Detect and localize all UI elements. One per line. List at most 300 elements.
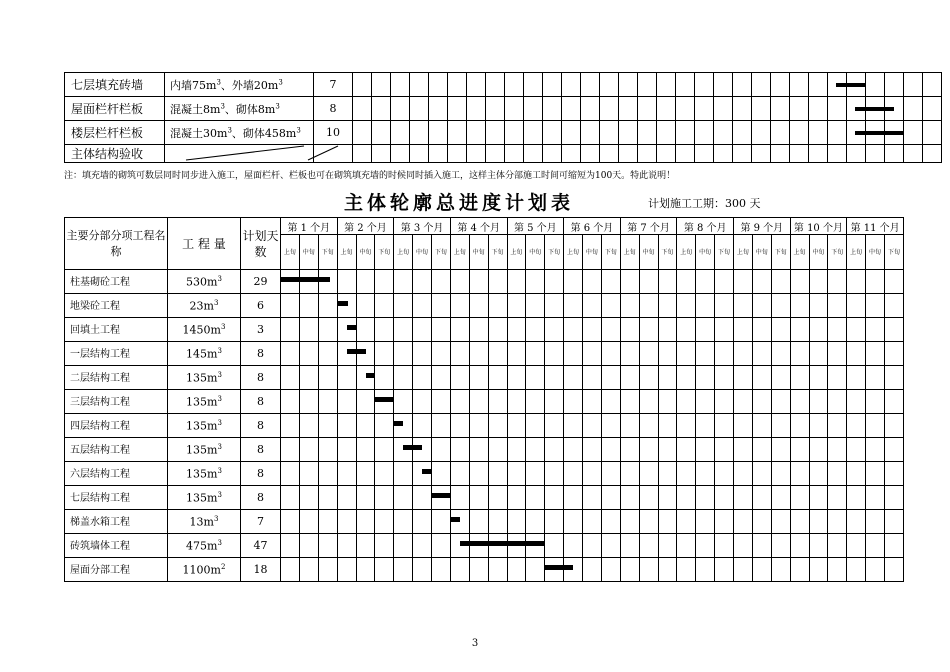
grid-cell (562, 73, 581, 97)
grid-cell (375, 510, 394, 534)
item-days: 7 (241, 510, 281, 534)
grid-cell (583, 390, 602, 414)
grid-cell (620, 318, 639, 342)
grid-cell (469, 414, 488, 438)
grid-cell (432, 462, 451, 486)
grid-cell (526, 486, 545, 510)
grid-cell (469, 534, 488, 558)
item-quantity: $1450m^3$ (168, 318, 241, 342)
grid-cell (676, 121, 695, 145)
grid-cell (526, 390, 545, 414)
grid-cell (450, 294, 469, 318)
grid-cell (391, 73, 410, 97)
grid-cell (600, 145, 619, 163)
grid-cell (562, 145, 581, 163)
grid-cell (448, 73, 467, 97)
grid-cell (564, 558, 583, 582)
grid-cell (394, 270, 413, 294)
period-header: 下旬 (885, 235, 904, 270)
item-days: 8 (314, 97, 353, 121)
grid-cell (733, 73, 752, 97)
grid-cell (771, 534, 790, 558)
grid-cell (545, 294, 564, 318)
grid-cell (828, 342, 847, 366)
grid-cell (488, 414, 507, 438)
grid-cell (581, 121, 600, 145)
item-name: 六层结构工程 (65, 462, 168, 486)
schedule-row (65, 294, 904, 318)
grid-cell (885, 414, 904, 438)
item-quantity: $135m^3$ (168, 438, 241, 462)
grid-cell (752, 534, 771, 558)
grid-cell (677, 342, 696, 366)
grid-cell (450, 390, 469, 414)
month-header: 第 8 个月 (677, 218, 734, 235)
grid-cell (790, 366, 809, 390)
grid-cell (564, 342, 583, 366)
item-quantity: $1100m^2$ (168, 558, 241, 582)
grid-cell (356, 318, 375, 342)
grid-cell (356, 270, 375, 294)
grid-cell (714, 145, 733, 163)
grid-cell (638, 73, 657, 97)
grid-cell (507, 270, 526, 294)
grid-cell (432, 318, 451, 342)
grid-cell (432, 342, 451, 366)
grid-cell (715, 510, 734, 534)
grid-cell (620, 342, 639, 366)
grid-cell (771, 318, 790, 342)
grid-cell (790, 510, 809, 534)
grid-cell (657, 73, 676, 97)
grid-cell (657, 121, 676, 145)
planned-duration: 计划施工工期：300 天 (648, 197, 761, 210)
grid-cell (752, 270, 771, 294)
grid-cell (847, 462, 866, 486)
grid-cell (281, 510, 300, 534)
month-header: 第 9 个月 (734, 218, 791, 235)
grid-cell (488, 342, 507, 366)
gantt-bar (337, 301, 347, 306)
grid-cell (601, 438, 620, 462)
gantt-bar (855, 131, 904, 135)
grid-cell (847, 414, 866, 438)
grid-cell (318, 318, 337, 342)
grid-cell (828, 414, 847, 438)
grid-cell (526, 294, 545, 318)
grid-cell (847, 534, 866, 558)
grid-cell (583, 414, 602, 438)
item-name: 二层结构工程 (65, 366, 168, 390)
gantt-bar (394, 421, 403, 426)
item-days: 8 (241, 390, 281, 414)
grid-cell (600, 97, 619, 121)
grid-cell (752, 558, 771, 582)
grid-cell (372, 73, 391, 97)
grid-cell (847, 366, 866, 390)
grid-cell (885, 318, 904, 342)
grid-cell (866, 414, 885, 438)
grid-cell (507, 414, 526, 438)
grid-cell (809, 486, 828, 510)
grid-cell (356, 462, 375, 486)
item-days: 8 (241, 342, 281, 366)
grid-cell (885, 145, 904, 163)
grid-cell (469, 366, 488, 390)
grid-cell (790, 270, 809, 294)
grid-cell (467, 97, 486, 121)
grid-cell (488, 390, 507, 414)
grid-cell (375, 318, 394, 342)
grid-cell (375, 366, 394, 390)
grid-cell (676, 145, 695, 163)
grid-cell (639, 318, 658, 342)
grid-cell (809, 558, 828, 582)
grid-cell (581, 145, 600, 163)
grid-cell (885, 390, 904, 414)
grid-cell (809, 342, 828, 366)
grid-cell (337, 510, 356, 534)
item-name: 地梁砼工程 (65, 294, 168, 318)
grid-cell (394, 438, 413, 462)
grid-cell (450, 486, 469, 510)
grid-cell (733, 121, 752, 145)
grid-cell (543, 121, 562, 145)
grid-cell (771, 366, 790, 390)
grid-cell (318, 414, 337, 438)
month-header: 第 1 个月 (281, 218, 338, 235)
grid-cell (923, 121, 942, 145)
grid-cell (394, 294, 413, 318)
grid-cell (620, 390, 639, 414)
grid-cell (639, 342, 658, 366)
grid-cell (809, 390, 828, 414)
grid-cell (620, 414, 639, 438)
grid-cell (866, 438, 885, 462)
grid-cell (885, 534, 904, 558)
grid-cell (601, 414, 620, 438)
grid-cell (904, 73, 923, 97)
grid-cell (696, 318, 715, 342)
grid-cell (526, 534, 545, 558)
grid-cell (847, 145, 866, 163)
grid-cell (450, 510, 469, 534)
grid-cell (809, 73, 828, 97)
grid-cell (809, 97, 828, 121)
grid-cell (488, 558, 507, 582)
grid-cell (281, 558, 300, 582)
grid-cell (507, 462, 526, 486)
grid-cell (809, 121, 828, 145)
grid-cell (356, 414, 375, 438)
period-header: 中旬 (356, 235, 375, 270)
grid-cell (677, 534, 696, 558)
grid-cell (790, 534, 809, 558)
grid-cell (469, 558, 488, 582)
grid-cell (524, 73, 543, 97)
grid-cell (847, 270, 866, 294)
grid-cell (372, 121, 391, 145)
grid-cell (923, 73, 942, 97)
grid-cell (771, 342, 790, 366)
item-quantity: $530m^3$ (168, 270, 241, 294)
grid-cell (337, 558, 356, 582)
grid-cell (658, 486, 677, 510)
month-header: 第 3 个月 (394, 218, 451, 235)
grid-cell (619, 73, 638, 97)
grid-cell (771, 73, 790, 97)
grid-cell (696, 438, 715, 462)
header-item-name: 主要分部分项工程名称 (65, 218, 168, 270)
grid-cell (828, 558, 847, 582)
schedule-row (65, 534, 904, 558)
grid-cell (299, 510, 318, 534)
grid-cell (543, 145, 562, 163)
grid-cell (771, 438, 790, 462)
grid-cell (923, 145, 942, 163)
grid-cell (866, 558, 885, 582)
grid-cell (526, 366, 545, 390)
item-days: 8 (241, 486, 281, 510)
grid-cell (486, 97, 505, 121)
grid-cell (469, 270, 488, 294)
period-header: 上旬 (734, 235, 753, 270)
grid-cell (299, 558, 318, 582)
grid-cell (828, 145, 847, 163)
grid-cell (715, 270, 734, 294)
grid-cell (448, 97, 467, 121)
grid-cell (619, 121, 638, 145)
schedule-row (65, 558, 904, 582)
grid-cell (488, 462, 507, 486)
grid-cell (639, 462, 658, 486)
explanatory-note: 注：填充墙的砌筑可数层同时同步进入施工，屋面栏杆、栏板也可在砌筑填充墙的时候同时插入施工，这样主体分部施工时间可缩短为100天。特此说明！ (64, 171, 676, 181)
grid-cell (469, 486, 488, 510)
grid-cell (696, 558, 715, 582)
grid-cell (657, 97, 676, 121)
grid-cell (734, 510, 753, 534)
grid-cell (733, 97, 752, 121)
grid-cell (752, 390, 771, 414)
grid-cell (790, 390, 809, 414)
grid-cell (337, 342, 356, 366)
grid-cell (410, 121, 429, 145)
grid-cell (486, 145, 505, 163)
grid-cell (432, 534, 451, 558)
gantt-bar (347, 325, 356, 330)
item-quantity: 混凝土$30m^3$、砌体$458m^3$ (165, 121, 314, 145)
item-days: 47 (241, 534, 281, 558)
grid-cell (639, 558, 658, 582)
grid-cell (583, 294, 602, 318)
grid-cell (828, 534, 847, 558)
grid-cell (639, 438, 658, 462)
grid-cell (620, 558, 639, 582)
grid-cell (318, 390, 337, 414)
grid-cell (657, 145, 676, 163)
grid-cell (469, 510, 488, 534)
period-header: 上旬 (677, 235, 696, 270)
item-days: 7 (314, 73, 353, 97)
grid-cell (507, 534, 526, 558)
item-name: 梯盖水箱工程 (65, 510, 168, 534)
grid-cell (715, 294, 734, 318)
grid-cell (695, 97, 714, 121)
grid-cell (601, 462, 620, 486)
grid-cell (923, 97, 942, 121)
grid-cell (375, 390, 394, 414)
grid-cell (658, 318, 677, 342)
grid-cell (337, 438, 356, 462)
grid-cell (696, 294, 715, 318)
item-name: 七层填充砖墙 (65, 73, 165, 97)
page-number: 3 (471, 638, 479, 649)
grid-cell (695, 121, 714, 145)
grid-cell (620, 534, 639, 558)
period-header: 上旬 (281, 235, 300, 270)
grid-cell (526, 270, 545, 294)
grid-cell (904, 121, 923, 145)
grid-cell (375, 534, 394, 558)
schedule-row (65, 366, 904, 390)
grid-cell (771, 486, 790, 510)
grid-cell (337, 270, 356, 294)
grid-cell (394, 486, 413, 510)
period-header: 中旬 (866, 235, 885, 270)
schedule-row (65, 145, 942, 163)
grid-cell (507, 510, 526, 534)
grid-cell (564, 486, 583, 510)
grid-cell (375, 270, 394, 294)
grid-cell (885, 270, 904, 294)
grid-cell (696, 486, 715, 510)
grid-cell (432, 510, 451, 534)
grid-cell (639, 366, 658, 390)
period-header: 中旬 (469, 235, 488, 270)
grid-cell (904, 97, 923, 121)
grid-cell (734, 462, 753, 486)
grid-cell (677, 558, 696, 582)
grid-cell (866, 534, 885, 558)
grid-cell (620, 462, 639, 486)
item-days: 8 (241, 414, 281, 438)
grid-cell (299, 318, 318, 342)
grid-cell (337, 534, 356, 558)
grid-cell (733, 145, 752, 163)
grid-cell (467, 145, 486, 163)
item-quantity: 内墙$75m^3$、外墙$20m^3$ (165, 73, 314, 97)
grid-cell (601, 486, 620, 510)
grid-cell (394, 342, 413, 366)
grid-cell (505, 73, 524, 97)
grid-cell (488, 510, 507, 534)
grid-cell (299, 534, 318, 558)
gantt-bar (432, 493, 451, 498)
grid-cell (866, 342, 885, 366)
grid-cell (299, 390, 318, 414)
grid-cell (564, 534, 583, 558)
item-days: 8 (241, 438, 281, 462)
grid-cell (828, 438, 847, 462)
grid-cell (413, 270, 432, 294)
item-name: 屋面栏杆栏板 (65, 97, 165, 121)
grid-cell (828, 270, 847, 294)
grid-cell (469, 342, 488, 366)
grid-cell (771, 462, 790, 486)
grid-cell (432, 486, 451, 510)
item-name: 四层结构工程 (65, 414, 168, 438)
grid-cell (299, 486, 318, 510)
grid-cell (638, 145, 657, 163)
grid-cell (413, 438, 432, 462)
grid-cell (809, 294, 828, 318)
grid-cell (337, 294, 356, 318)
grid-cell (752, 342, 771, 366)
grid-cell (394, 366, 413, 390)
grid-cell (545, 414, 564, 438)
grid-cell (488, 438, 507, 462)
grid-cell (375, 342, 394, 366)
period-header: 上旬 (450, 235, 469, 270)
item-days: 29 (241, 270, 281, 294)
grid-cell (734, 534, 753, 558)
grid-cell (847, 558, 866, 582)
grid-cell (318, 486, 337, 510)
grid-cell (564, 318, 583, 342)
grid-cell (450, 366, 469, 390)
grid-cell (356, 438, 375, 462)
grid-cell (429, 97, 448, 121)
grid-cell (488, 486, 507, 510)
period-header: 中旬 (639, 235, 658, 270)
grid-cell (545, 318, 564, 342)
grid-cell (299, 366, 318, 390)
grid-cell (752, 73, 771, 97)
item-name: 屋面分部工程 (65, 558, 168, 582)
grid-cell (601, 510, 620, 534)
grid-cell (828, 510, 847, 534)
grid-cell (600, 73, 619, 97)
period-header: 上旬 (507, 235, 526, 270)
grid-cell (638, 121, 657, 145)
grid-cell (372, 97, 391, 121)
grid-cell (318, 342, 337, 366)
grid-cell (299, 414, 318, 438)
grid-cell (639, 390, 658, 414)
grid-cell (715, 366, 734, 390)
grid-cell (413, 462, 432, 486)
grid-cell (467, 121, 486, 145)
grid-cell (809, 510, 828, 534)
grid-cell (601, 342, 620, 366)
item-name: 柱基砌砼工程 (65, 270, 168, 294)
grid-cell (410, 145, 429, 163)
grid-cell (620, 438, 639, 462)
grid-cell (658, 270, 677, 294)
grid-cell (391, 97, 410, 121)
grid-cell (809, 438, 828, 462)
grid-cell (866, 366, 885, 390)
period-header: 下旬 (432, 235, 451, 270)
grid-cell (545, 486, 564, 510)
grid-cell (564, 462, 583, 486)
grid-cell (375, 438, 394, 462)
grid-cell (299, 342, 318, 366)
grid-cell (564, 390, 583, 414)
grid-cell (828, 366, 847, 390)
grid-cell (413, 558, 432, 582)
grid-cell (583, 342, 602, 366)
